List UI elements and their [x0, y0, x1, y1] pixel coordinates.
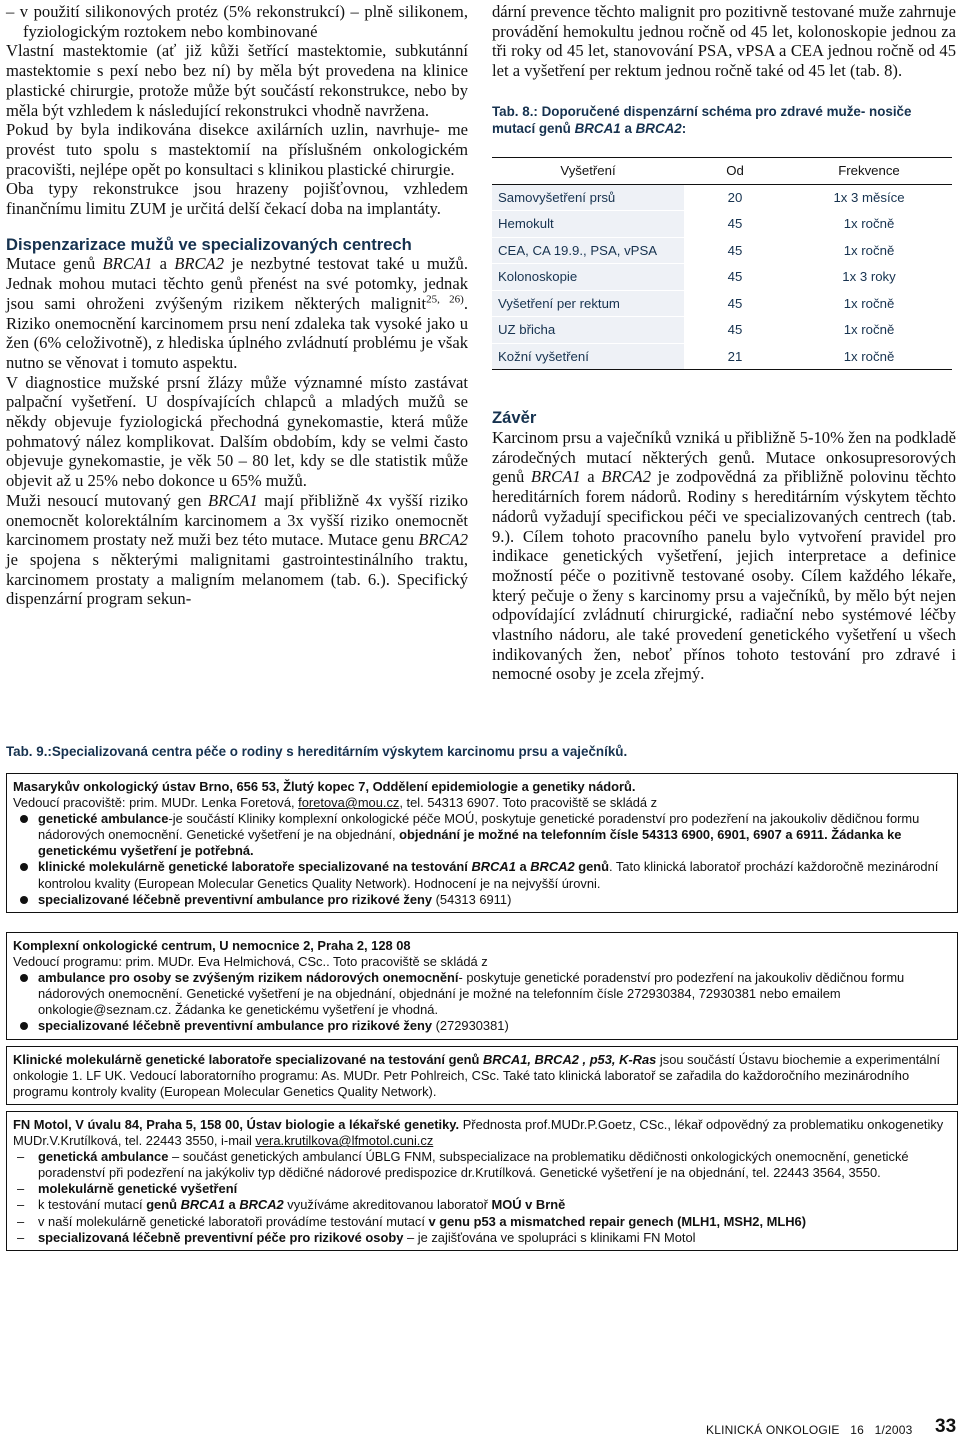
table-cell: 45: [684, 317, 786, 344]
table-row: [492, 343, 952, 370]
section-heading-conclusion: Závěr: [492, 408, 537, 428]
paragraph-diagnostics: V diagnostice mužské prsní žlázy může významné místo zastávat palpační vyšetření. U dospívajících chlapců a mladých mužů se někdy objevuje fyziologická přechodná gynekomastie, která může pohmatový nález komplikovat. Dalším obdobím, kdy se velmi často objevuje gynekomastie, je věk 50 – 80 let, kdy se dle statistik může objevit až u 25% nebo dokonce u 65% mužů.: [6, 372, 468, 491]
list-item: – molekulárně genetické vyšetření: [17, 1181, 238, 1197]
table-cell: CEA, CA 19.9., PSA, vPSA: [492, 237, 684, 264]
list-item: genetické ambulance-je součástí Kliniky komplexní onkologické péče MOÚ, poskytuje genetické poradenství pro podezření na jakoukoliv dědičnou formu nádorových onemocnění. Genetické vyšetření je na objednání, objednání je možné na telefonním čísle 54313 6900, 6901, 6907 a 6911. Žádanka ke genetickému vyšetření je potřebná.: [13, 811, 951, 859]
section-heading-men: Dispenzarizace mužů ve specializovaných centrech: [6, 234, 412, 254]
table-cell: 45: [684, 211, 786, 238]
paragraph-brca-men: Mutace genů BRCA1 a BRCA2 je nezbytné testovat také u mužů. Jednak mohou mutaci těchto genů přenést na své potomky, jednak jsou sami ohroženi zvýšeným rizikem některých malignit$^{25, 26)}$. Riziko onemocnění karcinomem prsu není zdaleka tak vysoké jako u žen (6% celoživotně), z hlediska úplného zvládnutí problému je však nutno se věnovat i tomuto aspektu.: [6, 254, 468, 372]
center-head-line: Vedoucí pracoviště: prim. MUDr. Lenka Foretová, foretova@mou.cz, tel. 54313 6907. Toto pracoviště se skládá z: [13, 795, 658, 811]
list-item: klinické molekulárně genetické laboratoře specializované na testování BRCA1 a BRCA2 genů. Tato klinická laboratoř prochází každoročně mezinárodní kontrolou kvality (European Molecular Genetics Quality Network). Hodnocení je na nejvyšší úrovni.: [13, 859, 951, 891]
dash-bullet: –: [17, 1229, 25, 1245]
dash-bullet: –: [17, 1149, 25, 1165]
table9-title: Tab. 9.:Specializovaná centra péče o rodiny s hereditárním výskytem karcinomu prsu a vaječníků.: [6, 744, 628, 759]
dash-bullet: –: [17, 1181, 25, 1197]
table-cell: 45: [684, 290, 786, 317]
column-header: Frekvence: [786, 157, 952, 184]
table-cell: 1x 3 roky: [786, 264, 952, 291]
table8: [492, 157, 952, 371]
email-link[interactable]: vera.krutilkova@lfmotol.cuni.cz: [255, 1133, 434, 1149]
paragraph-axillary: Pokud by byla indikována disekce axilárních uzlin, navrhuje- me provést tuto spolu s mastektomií na příslušném onkologickém pracovišti, nejlépe opět po konsultaci s klinikou plastické chirurgie.: [6, 120, 468, 179]
table-cell: Vyšetření per rektum: [492, 290, 684, 317]
table-cell: 1x ročně: [786, 317, 952, 344]
journal-footer: KLINICKÁ ONKOLOGIE 16 1/2003: [706, 1423, 913, 1437]
paragraph-insurance: Oba typy rekonstrukce jsou hrazeny pojišťovnou, vzhledem finančnímu limitu ZUM je určitá delší čekací doba na implantáty.: [6, 179, 468, 219]
paragraph-mastectomy: Vlastní mastektomie (ať již kůži šetřící mastektomie, subkutánní mastektomie s pexí nebo bez ní) by měla být provedena na klinice plastické chirurgie, protože může být součástí rekonstrukce, nebo by měla být vzhledem k následující rekonstrukci vhodně navržena.: [6, 41, 468, 120]
table-row: [492, 290, 952, 317]
center-heading: Komplexní onkologické centrum, U nemocnice 2, Praha 2, 128 08: [13, 938, 411, 953]
table-cell: 1x ročně: [786, 237, 952, 264]
citation-superscript: 25, 26): [426, 293, 464, 306]
table-cell: 45: [684, 264, 786, 291]
column-header: Vyšetření: [492, 157, 684, 184]
table-row: [492, 211, 952, 238]
table-row: [492, 317, 952, 344]
paragraph-brca-risk: Muži nesoucí mutovaný gen BRCA1 mají přibližně 4x vyšší riziko onemocnět kolorektálním karcinomem a 3x vyšší riziko onemocnět karcinomem prostaty než muži bez této mutace. Mutace genu BRCA2 je spojena s některými malignitami gastrointestinálního traktu, karcinomem prostaty a maligním melanomem (tab. 6.). Specifický dispenzární program sekun-: [6, 490, 468, 609]
dash-bullet: –: [17, 1197, 25, 1213]
table-cell: Hemokult: [492, 211, 684, 238]
table-row: [492, 237, 952, 264]
paragraph-silicone: – v použití silikonových protéz (5% rekonstrukcí) – plně silikonem, fyziologickým roztokem nebo kombinované: [6, 2, 468, 41]
table-cell: 1x ročně: [786, 211, 952, 238]
list-item: – specializovaná léčebně preventivní péče pro rizikové osoby – je zajišťována ve spolupráci s klinikami FN Motol: [17, 1229, 696, 1245]
list-item: specializované léčebně preventivní ambulance pro rizikové ženy (272930381): [13, 1018, 951, 1034]
page-number: 33: [935, 1416, 957, 1437]
table-cell: Kožní vyšetření: [492, 343, 684, 370]
table-header-row: [492, 157, 952, 184]
bullet-icon: [20, 815, 28, 823]
table-row: [492, 264, 952, 291]
email-link[interactable]: foretova@mou.cz: [298, 795, 400, 811]
table-cell: 1x ročně: [786, 343, 952, 370]
table-cell: 45: [684, 237, 786, 264]
center-box-lf-uk: [6, 1046, 958, 1105]
center-box-fn-motol: [6, 1111, 958, 1251]
bullet-icon: [20, 974, 28, 982]
list-item: – v naší molekulárně genetické laboratoři provádíme testování mutací v genu p53 a mismatched repair genech (MLH1, MSH2, MLH6): [17, 1213, 807, 1229]
table-row: [492, 184, 952, 211]
list-item: – genetická ambulance – součást genetických ambulancí ÚBLG FNM, subspecializace na problematiku dědičnosti onkologických onemocnění, genetické poradenství při podezření na jakýkoliv typ dědičné nádorové predispozice dr.Krutílková. Genetické vyšetření je na objednání, tel. 22443 3564, 3550.: [17, 1149, 909, 1181]
center-box-mou-brno: [6, 773, 958, 913]
table-cell: UZ břicha: [492, 317, 684, 344]
right-column: [492, 2, 956, 684]
center-heading: Masarykův onkologický ústav Brno, 656 53, Žlutý kopec 7, Oddělení epidemiologie a genetiky nádorů.: [13, 779, 636, 794]
dash-bullet: –: [17, 1213, 25, 1229]
bullet-icon: [20, 896, 28, 904]
list-item: – k testování mutací genů BRCA1 a BRCA2 využíváme akreditovanou laboratoř MOÚ v Brně: [17, 1197, 566, 1213]
paragraph-prevention: dární prevence těchto malignit pro pozitivně testované muže zahrnuje provádění hemokultu jednou ročně od 45 let, kolonoskopie jednou za tři roky od 45 let, stanovování PSA, vPSA a CEA jednou ročně od 45 let a vyšetření per rektum jednou ročně také od 45 let (tab. 8).: [492, 2, 956, 81]
center-head-line: FN Motol, V úvalu 84, Praha 5, 158 00, Ústav biologie a lékařské genetiky. Přednosta prof.MUDr.P.Goetz, CSc., lékař odpovědný za problematiku onkogenetiky MUDr.V.Krutílková, tel. 22443 3550, i-mail vera.krutilkova@lfmotol.cuni.cz: [13, 1117, 944, 1149]
table8-caption: Tab. 8.: Doporučené dispenzární schéma pro zdravé muže- nosiče mutací genů BRCA1 a BRCA2:: [492, 103, 912, 136]
table-cell: 21: [684, 343, 786, 370]
list-item: ambulance pro osoby se zvýšeným rizikem nádorových onemocnění- poskytuje genetické poradenství pro podezření na jakoukoliv dědičnou formu nádorových onemocnění. Genetické vyšetření je na objednání, objednání je možné na telefonním čísle 272930384, 72930381 nebo emailem onkologie@seznam.cz. Žádanka ke genetickému vyšetření je vhodná.: [13, 970, 951, 1018]
table-cell: 1x ročně: [786, 290, 952, 317]
table-cell: Kolonoskopie: [492, 264, 684, 291]
list-item: specializované léčebně preventivní ambulance pro rizikové ženy (54313 6911): [13, 892, 951, 908]
paragraph-conclusion: Karcinom prsu a vaječníků vzniká u přibližně 5-10% žen na podkladě zárodečných mutací některých genů. Mutace onkosupresorových genů BRCA1 a BRCA2 je zodpovědná za přibližně polovinu těchto hereditárních forem nádorů. Rodiny s hereditárním výskytem těchto nádorů vyžadují specifickou péči ve specializovaných centrech (tab. 9.). Cílem tohoto pracovního panelu bylo vytvoření pravidel pro indikace genetických vyšetření, jejich interpretace a definice možností péče o pozitivně testované osoby. Cílem každého lékaře, který pečuje o ženy s karcinomy prsu a vaječníků, by mělo být nejen odpovídající zvládnutí chirurgické, radiační nebo systémové léčby vlastního nádoru, ale také provedení genetického vyšetření u všech indikovaných žen, neboť přínos tohoto testování pro zdravé i nemocné osoby je zcela zřejmý.: [492, 428, 957, 684]
bullet-icon: [20, 1022, 28, 1030]
left-column: [6, 2, 468, 609]
center-box-kocp-praha: [6, 932, 958, 1040]
table-cell: 20: [684, 184, 786, 211]
center-text: Klinické molekulárně genetické laboratoře specializované na testování genů BRCA1, BRCA2 , p53, K-Ras jsou součástí Ústavu biochemie a experimentální onkologie 1. LF UK. Vedoucí laboratorního programu: As. MUDr. Petr Pohlreich, CSc. Také tato klinická laboratoř se zařadila do každoročního mezinárodního programu kontroly kvality (European Molecular Genetics Quality Network).: [13, 1052, 941, 1100]
table-cell: 1x 3 měsíce: [786, 184, 952, 211]
table-cell: Samovyšetření prsů: [492, 184, 684, 211]
bullet-icon: [20, 863, 28, 871]
center-head-line: Vedoucí programu: prim. MUDr. Eva Helmichová, CSc.. Toto pracoviště se skládá z: [13, 954, 488, 970]
column-header: Od: [684, 157, 786, 184]
